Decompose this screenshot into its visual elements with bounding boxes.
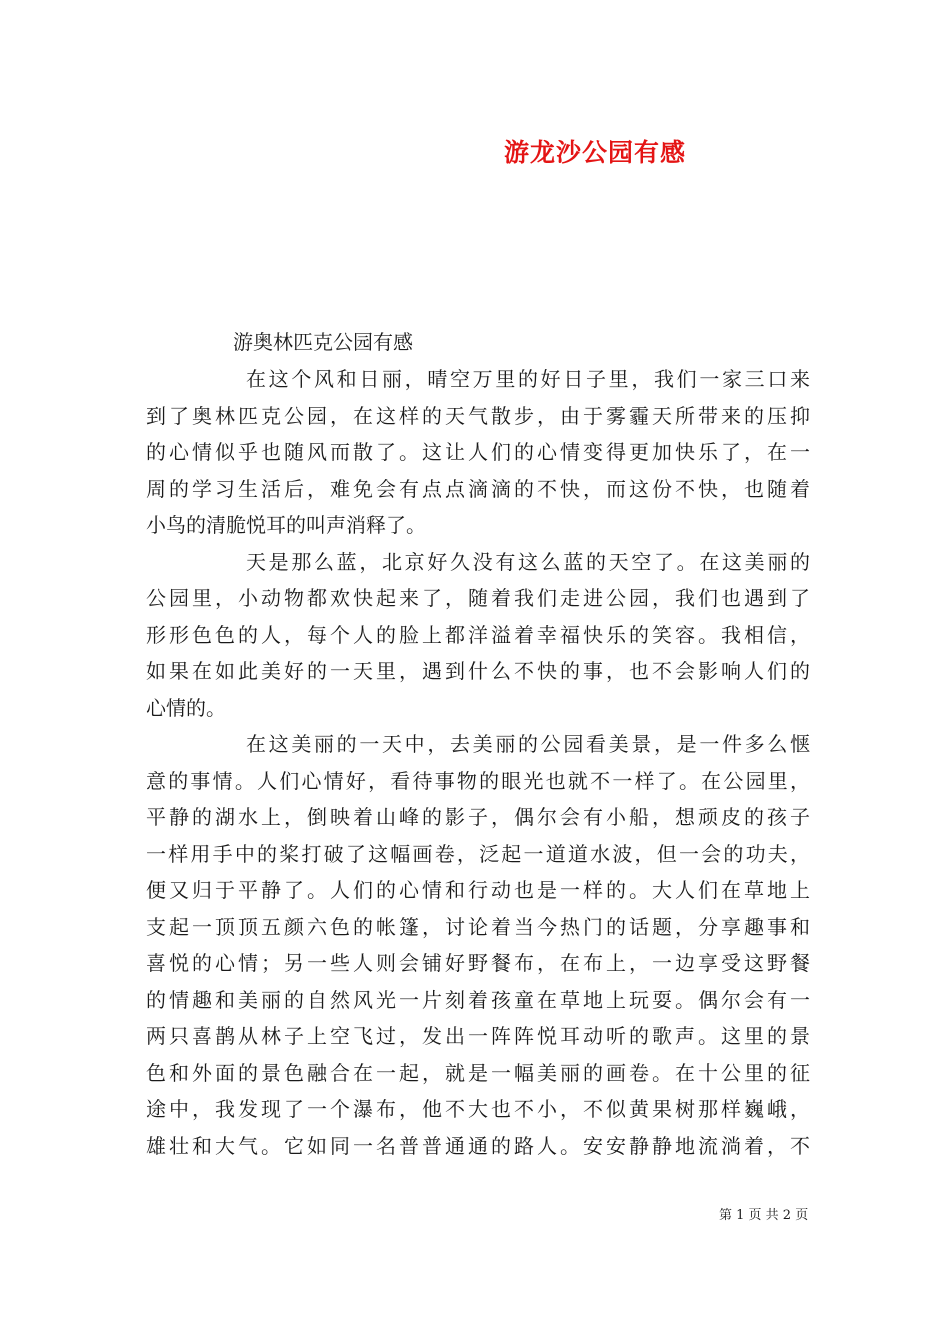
text-line: 公园里，小动物都欢快起来了，随着我们走进公园，我们也遇到了 xyxy=(146,586,810,610)
text-line: 途中，我发现了一个瀑布，他不大也不小，不似黄果树那样巍峨， xyxy=(146,1097,810,1121)
text-line: 形形色色的人，每个人的脸上都洋溢着幸福快乐的笑容。我相信， xyxy=(146,622,810,647)
text-line: 喜悦的心情；另一些人则会铺好野餐布，在布上，一边享受这野餐 xyxy=(146,951,810,975)
text-line: 支起一顶顶五颜六色的帐篷，讨论着当今热门的话题，分享趣事和 xyxy=(146,914,810,939)
paragraph xyxy=(146,361,810,544)
document-title: 游龙沙公园有感 xyxy=(503,138,686,167)
text-line: 如果在如此美好的一天里，遇到什么不快的事，也不会影响人们的 xyxy=(146,659,810,683)
text-line: 一样用手中的桨打破了这幅画卷，泛起一道道水波，但一会的功夫， xyxy=(146,841,810,866)
text-line: 天是那么蓝，北京好久没有这么蓝的天空了。在这美丽的 xyxy=(246,549,810,574)
text-line: 在这个风和日丽，晴空万里的好日子里，我们一家三口来 xyxy=(246,367,810,391)
text-line: 便又归于平静了。人们的心情和行动也是一样的。大人们在草地上 xyxy=(146,878,810,902)
text-line: 两只喜鹊从林子上空飞过，发出一阵阵悦耳动听的歌声。这里的景 xyxy=(146,1024,810,1048)
text-line: 平静的湖水上，倒映着山峰的影子，偶尔会有小船，想顽皮的孩子 xyxy=(146,805,810,829)
article-subtitle: 游奥林匹克公园有感 xyxy=(233,330,413,354)
text-line: 在这美丽的一天中，去美丽的公园看美景，是一件多么惬 xyxy=(246,732,810,756)
text-line: 的心情似乎也随风而散了。这让人们的心情变得更加快乐了，在一 xyxy=(146,440,810,464)
page-number-footer: 第 1 页 共 2 页 xyxy=(719,1208,809,1223)
text-line: 的情趣和美丽的自然风光一片刻着孩童在草地上玩耍。偶尔会有一 xyxy=(146,987,810,1012)
text-line: 色和外面的景色融合在一起，就是一幅美丽的画卷。在十公里的征 xyxy=(146,1060,810,1085)
article-body xyxy=(146,361,810,1164)
text-line: 周的学习生活后，难免会有点点滴滴的不快，而这份不快，也随着 xyxy=(146,476,810,501)
text-line: 心情的。 xyxy=(146,695,226,720)
text-line: 小鸟的清脆悦耳的叫声消释了。 xyxy=(146,513,426,537)
paragraph xyxy=(146,544,810,727)
text-line: 雄壮和大气。它如同一名普普通通的路人。安安静静地流淌着，不 xyxy=(146,1133,810,1158)
paragraph xyxy=(146,726,810,1164)
text-line: 到了奥林匹克公园，在这样的天气散步，由于雾霾天所带来的压抑 xyxy=(146,403,810,428)
text-line: 意的事情。人们心情好，看待事物的眼光也就不一样了。在公园里， xyxy=(146,768,810,793)
